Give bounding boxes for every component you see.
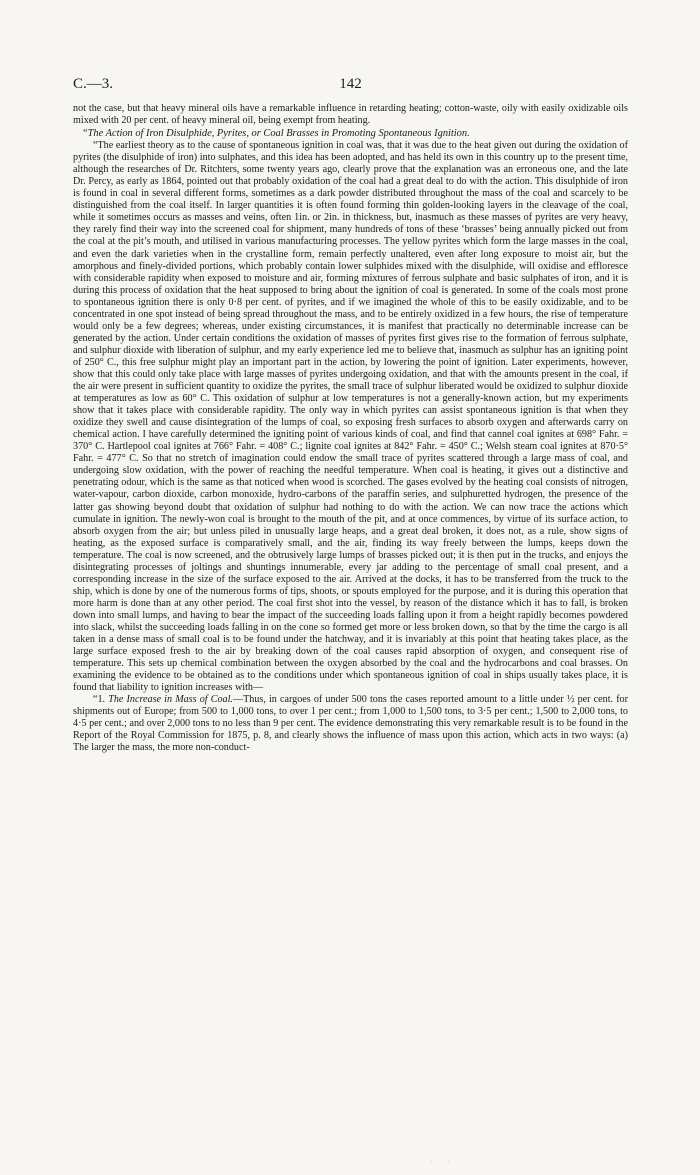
numbered-item	[73, 694, 628, 754]
main-paragraph: “The earliest theory as to the cause of spontaneous ignition in coal was, that it was due to the heat given out during the oxidation of pyrites (the disulphide of iron) into sulphates, and this idea has been adopted, and has held its own in this country up to the present time, although the researches of Dr. Ritchters, some twenty years ago, clearly prove that the explanation was an erroneous one, and the late Dr. Percy, as early as 1864, pointed out that probably oxidation of the coal had a great deal to do with the action. This disulphide of iron is found in coal in several different forms, sometimes as a dark powder distributed throughout the mass of the coal and scarcely to be distinguished from the coal itself. In larger quantities it is often found forming thin golden-looking layers in the cleavage of the coal, while it sometimes occurs as masses and veins, often 1in. or 2in. in thickness, but, inasmuch as these masses of pyrites are very heavy, they rarely find their way into the screened coal for shipment, many hundreds of tons of these ‘brasses’ being annually picked out from the coal at the pit’s mouth, and utilised in various manufacturing processes. The yellow pyrites which form the large masses in the coal, and even the dark varieties when in the crystalline form, remain perfectly unaltered, even after long exposure to moist air, but the amorphous and finely-divided portions, which probably contain lower sulphides mixed with the disulphide, will oxidise and effloresce with considerable rapidity when exposed to moisture and air, forming mixtures of ferrous sulphate and basic sulphates of iron, and it is during this process of oxidation that the heat supposed to bring about the ignition of coal is generated. In some of the coals most prone to spontaneous ignition there is only 0·8 per cent. of pyrites, and if we imagined the whole of this to be easily oxidizable, and to be concentrated in one spot instead of being spread throughout the mass, and to be entirely oxidized in a few hours, the rise of temperature would only be a few degrees; whereas, under existing circumstances, it is manifest that practically no determinable increase can be generated by the action. Under certain conditions the oxidation of masses of pyrites first gives rise to the formation of ferrous sulphate, and sulphur dioxide with liberation of sulphur, and my early experience led me to believe that, inasmuch as sulphur has an igniting point of 250° C., this free sulphur might play an important part in the action, by lowering the point of ignition. Later experiments, however, show that this could only take place with large masses of pyrites undergoing oxidation, and that with the amounts present in the coal, if the air were present in sufficient quantity to oxidize the pyrites, the small trace of sulphur liberated would be oxidized to sulphur dioxide at temperatures as low as 60° C. This oxidation of sulphur at low temperatures is not a generally-known action, but my experiments show that it takes place with considerable rapidity. The only way in which pyrites can assist spontaneous ignition is that when they oxidize they swell and cause disintegration of the lumps of coal, so exposing fresh surfaces to absorb oxygen and afterwards carry on chemical action. I have carefully determined the igniting point of various kinds of coal, and find that cannel coal ignites at 698° Fahr. = 370° C. Hartlepool coal ignites at 766° Fahr. = 408° C.; lignite coal ignites at 842° Fahr. = 450° C.; Welsh steam coal ignites at 870·5° Fahr. = 477° C. So that no stretch of imagination could endow the small trace of pyrites scattered through a large mass of coal, and undergoing slow oxidation, with the power of reaching the needful temperature. When coal is heating, it gives out a distinctive and penetrating odour, which is the same as that noticed when wood is scorched. The gases evolved by the heating coal consists of nitrogen, water-vapour, carbon dioxide, carbon monoxide, hydro-carbons of the paraffin series, and sulphuretted hydrogen, the presence of the latter gas showing beyond doubt that oxidation of sulphur had nothing to do with the action. We can now trace the actions which cumulate in ignition. The newly-won coal is brought to the mouth of the pit, and at once commences, by virtue of its surface action, to absorb oxygen from the air; but unless piled in unusually large heaps, and a great deal broken, it does not, as a rule, show signs of heating, as the exposed surface is comparatively small, and the air, finding its way freely between the lumps, keeps down the temperature. The coal is now screened, and the obtrusively large lumps of brasses picked out; it is then put in the trucks, and enjoys the disintegrating processes of joltings and shuntings innumerable, every jar adding to the percentage of small coal present, and a corresponding increase in the size of the surface exposed to the air. Arrived at the docks, it has to be transferred from the truck to the ship, which is done by one of the numerous forms of tips, shoots, or spouts employed for the purpose, and it is during this operation that more harm is done than at any other period. The coal first shot into the vessel, by reason of the distance which it has to fall, is broken down into small lumps, and having to bear the impact of the succeeding loads falling upon it from a height rapidly becomes powdered into slack, whilst the succeeding loads falling in on the cone so formed get more or less broken down, so that by the time the cargo is all taken in a dense mass of small coal is to be found under the hatchway, and it is invariably at this point that heating takes place, as the large surface exposed fresh to the air by breaking down of the coal causes rapid absorption of oxygen, and consequent rise of temperature. This sets up chemical combination between the oxygen absorbed by the coal and the hydrocarbons and coal brasses. On examining the evidence to be obtained as to the conditions under which spontaneous ignition of coal in ships usually takes place, it is found that liability to ignition increases with—	[73, 140, 628, 694]
intro-paragraph: not the case, but that heavy mineral oils have a remarkable influence in retarding heating; cotton-waste, oily with easily oxidizable oils mixed with 20 per cent. of heavy mineral oil, being exempt from heating.	[73, 103, 628, 127]
section-heading	[73, 127, 628, 140]
numbered-item-title: The Increase in Mass of Coal.	[108, 694, 233, 706]
document-page	[73, 76, 628, 754]
document-reference: C.—3.	[73, 76, 114, 92]
body-text	[73, 103, 628, 754]
numbered-item-lead: “1.	[93, 694, 109, 706]
page-number: 142	[339, 76, 362, 92]
numbered-item-text: —Thus, in cargoes of under 500 tons the cases reported amount to a little under ½ per cent. for shipments out of Europe; from 500 to 1,000 tons, to over 1 per cent.; from 1,000 to 1,500 tons, to 3·5 per cent.; 1,500 to 2,000 tons, to 4·5 per cent.; and over 2,000 tons to no less than 9 per cent. The evidence demonstrating this very remarkable result is to be found in the Report of the Royal Commission for 1875, p. 8, and clearly shows the influence of mass upon this action, which acts in two ways: (a) The larger the mass, the more non-conduct-	[73, 694, 628, 754]
section-heading-quote: “	[83, 128, 88, 140]
page-speck: · · ·	[430, 1158, 452, 1167]
page-header	[73, 76, 628, 98]
section-heading-title: The Action of Iron Disulphide, Pyrites, or Coal Brasses in Promoting Spontaneous Ignition.	[87, 128, 470, 140]
